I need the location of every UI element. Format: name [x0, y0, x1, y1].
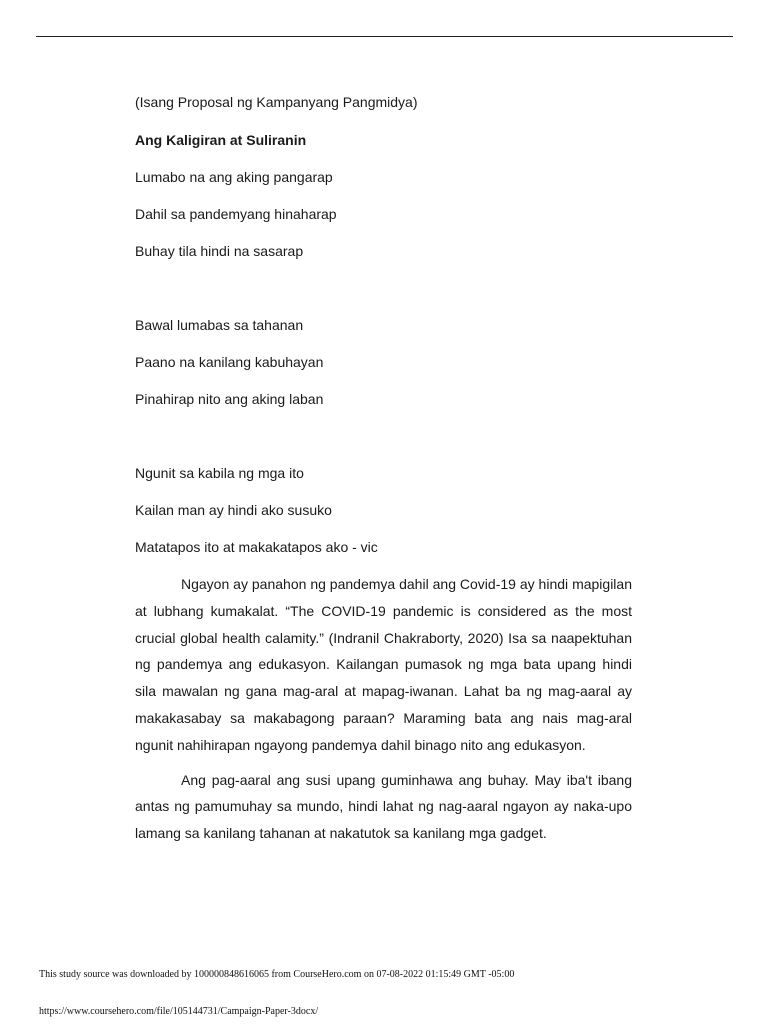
poem-line: Ngunit sa kabila ng mga ito [135, 465, 304, 481]
stanza-spacer [135, 279, 632, 316]
body-paragraph: Ngayon ay panahon ng pandemya dahil ang Covid-19 ay hindi mapigilan at lubhang kumakalat. “The COVID-19 pandemic is considered as the most crucial global health calamity.” (Indranil Chakraborty, 2020) Isa sa naapektuhan ng pandemya ang edukasyon. Kailangan pumasok ng mga bata upang hindi sila mawalan ng gana mag-aral at mapag-iwanan. Lahat ba ng mag-aaral ay makakasabay sa makabagong paraan? Maraming bata ang nais mag-aral ngunit nahihirapan ngayong pandemya dahil binago nito ang edukasyon. [135, 576, 632, 753]
document-body [135, 93, 632, 855]
document-subtitle: (Isang Proposal ng Kampanyang Pangmidya) [135, 94, 418, 110]
poem-line: Matatapos ito at makakatapos ako - vic [135, 539, 378, 555]
poem-line: Paano na kanilang kabuhayan [135, 354, 324, 370]
poem-line: Pinahirap nito ang aking laban [135, 391, 324, 407]
body-paragraph: Ang pag-aaral ang susi upang guminhawa ang buhay. May iba't ibang antas ng pamumuhay sa mundo, hindi lahat ng nag-aaral ngayon ay naka-upo lamang sa kanilang tahanan at nakatutok sa kanilang mga gadget. [135, 771, 632, 842]
header-divider [36, 36, 733, 37]
section-heading: Ang Kaligiran at Suliranin [135, 132, 307, 148]
source-url-link[interactable]: https://www.coursehero.com/file/105144731/Campaign-Paper-3docx/ [39, 1006, 319, 1017]
poem-line: Buhay tila hindi na sasarap [135, 243, 304, 259]
poem-line: Kailan man ay hindi ako susuko [135, 502, 332, 518]
stanza-spacer [135, 427, 632, 464]
poem-stanza [135, 168, 632, 260]
poem-line: Bawal lumabas sa tahanan [135, 317, 304, 333]
poem-stanza [135, 316, 632, 408]
poem-stanza [135, 464, 632, 556]
poem-line: Dahil sa pandemyang hinaharap [135, 206, 337, 222]
download-notice: This study source was downloaded by 100000848616065 from CourseHero.com on 07-08-2022 01:15:49 GMT -05:00 [39, 969, 515, 980]
poem-line: Lumabo na ang aking pangarap [135, 169, 333, 185]
